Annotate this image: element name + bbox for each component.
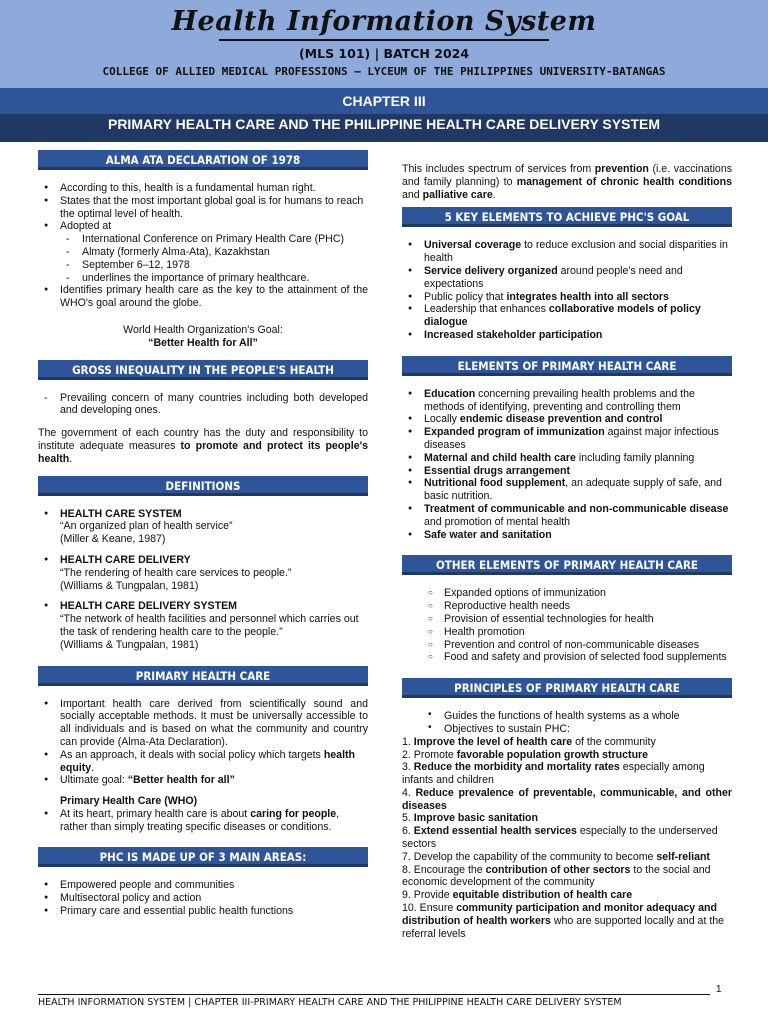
emphasis: health equity — [60, 748, 356, 774]
emphasis: Essential drugs arrangement — [424, 464, 571, 477]
emphasis: endemic disease prevention and control — [459, 413, 663, 426]
list-item — [402, 503, 732, 529]
definition-source: (Williams & Tungpalan, 1981) — [60, 579, 199, 592]
list-item: ● States that the most important global goal is for humans to reach the optimal level of health. — [38, 195, 368, 221]
list-item: ○ Expanded options of immunization — [422, 587, 732, 600]
emphasis: Expanded program of immunization — [424, 426, 605, 439]
course-batch: (MLS 101) | BATCH 2024 — [298, 46, 470, 61]
text-run: . — [492, 188, 496, 201]
definition-item — [38, 554, 368, 592]
section-heading-inequality: GROSS INEQUALITY IN THE PEOPLE'S HEALTH — [38, 360, 368, 380]
text-run: who are supported locally and at the referral levels — [402, 914, 725, 940]
text-run: 3. — [402, 761, 414, 774]
text-run: to the social and economic development of the community — [402, 863, 711, 889]
definition-source: (Williams & Tungpalan, 1981) — [60, 638, 199, 651]
emphasis: contribution of other sectors — [485, 863, 631, 876]
objective-9 — [402, 889, 732, 902]
alma-ata-list — [38, 182, 368, 310]
text-run: Locally — [424, 413, 460, 426]
list-item: ○ Prevention and control of non-communicable diseases — [422, 639, 732, 652]
emphasis: community participation and monitor adequacy and distribution of health workers — [402, 902, 717, 927]
list-item — [402, 426, 732, 452]
definition-term: ● HEALTH CARE SYSTEM — [60, 507, 182, 520]
chapter-bar — [0, 88, 768, 142]
emphasis: Improve basic sanitation — [413, 812, 538, 825]
emphasis: to promote and protect its people's health — [38, 439, 368, 465]
emphasis: Education — [424, 387, 476, 400]
emphasis: favorable population growth structure — [456, 748, 649, 761]
list-item: ● Multisectoral policy and action — [38, 892, 368, 905]
emphasis: Improve the level of health care — [413, 735, 573, 748]
text-run: against major infectious diseases — [424, 426, 719, 451]
objective-8 — [402, 864, 732, 890]
text-run: 7. Develop the capability of the community to become — [402, 850, 657, 863]
text-run: 1. — [402, 735, 414, 748]
text-run: , an adequate supply of safe, and basic nutrition. — [424, 477, 722, 503]
text-run: of the community — [572, 735, 656, 748]
emphasis: Extend essential health services — [413, 825, 577, 838]
list-item — [402, 303, 732, 329]
text-run: The government of each country has the duty and responsibility to institute adequate measures — [38, 427, 368, 452]
left-column — [38, 150, 368, 926]
page-number: 1 — [716, 984, 722, 995]
definition-term: ● HEALTH CARE DELIVERY SYSTEM — [60, 600, 237, 613]
list-item: ● Primary care and essential public health functions — [38, 905, 368, 918]
text-run: 8. Encourage the — [402, 863, 486, 876]
text-run: 4. — [402, 786, 416, 799]
text-run: especially among infants and children — [402, 761, 705, 787]
emphasis: palliative care — [422, 188, 493, 201]
definitions-list — [38, 508, 368, 546]
main-areas-list — [38, 879, 368, 917]
emphasis: Maternal and child health care — [424, 451, 576, 464]
text-run: (i.e. vaccinations and family planning) to — [402, 163, 733, 188]
sub-item: - September 6–12, 1978 — [60, 259, 368, 272]
who-phc-label: Primary Health Care (WHO) — [60, 795, 198, 808]
emphasis: management of chronic health conditions — [516, 175, 732, 188]
emphasis: Increased stakeholder participation — [424, 328, 603, 341]
list-item: • Guides the functions of health systems as a whole — [422, 710, 732, 723]
text-run: 9. Provide — [402, 889, 453, 902]
objective-1 — [402, 736, 732, 749]
definitions-list — [38, 600, 368, 651]
emphasis: Reduce the morbidity and mortality rates — [413, 761, 620, 774]
list-item: ○ Food and safety and provision of selected food supplements — [422, 651, 732, 664]
definition-item — [38, 508, 368, 546]
emphasis: Safe water and sanitation — [424, 528, 552, 541]
list-item: ● Empowered people and communities — [38, 879, 368, 892]
emphasis: prevention — [594, 163, 649, 175]
emphasis: caring for people — [250, 807, 337, 820]
emphasis: self-reliant — [656, 850, 710, 863]
definition-quote: “An organized plan of health service” — [60, 520, 233, 533]
text-run: , rather than simply treating specific diseases or conditions. — [60, 807, 340, 833]
who-goal-label: World Health Organization's Goal: — [123, 323, 283, 336]
text-run: At its heart, primary health care is about — [60, 807, 251, 820]
chapter-title: PRIMARY HEALTH CARE AND THE PHILIPPINE HEALTH CARE DELIVERY SYSTEM — [107, 116, 660, 132]
section-heading-principles: PRINCIPLES OF PRIMARY HEALTH CARE — [402, 678, 732, 698]
sub-item: - Almaty (formerly Alma-Ata), Kazakhstan — [60, 246, 368, 259]
text-run: concerning prevailing health problems and the methods of identifying, preventing and controlling them — [424, 387, 695, 413]
list-item: ○ Health promotion — [422, 626, 732, 639]
text-run: 6. — [402, 825, 414, 838]
document-title: Health Information System — [171, 6, 597, 37]
intro-paragraph — [402, 163, 732, 201]
text-run: and — [402, 188, 423, 201]
list-item — [402, 413, 732, 426]
list-item — [38, 774, 368, 787]
section-heading-key-elements: 5 KEY ELEMENTS TO ACHIEVE PHC'S GOAL — [402, 207, 732, 227]
list-item — [402, 452, 732, 465]
objective-3 — [402, 761, 732, 787]
list-item: ○ Reproductive health needs — [422, 600, 732, 613]
emphasis: Universal coverage — [424, 239, 522, 252]
title-underline — [219, 39, 549, 41]
list-item — [402, 529, 732, 542]
text-run: This includes spectrum of services from — [402, 163, 595, 175]
definition-quote: “The rendering of health care services to people.” — [60, 566, 292, 579]
section-heading-definitions: DEFINITIONS — [38, 476, 368, 496]
definitions-list — [38, 554, 368, 592]
list-item — [38, 808, 368, 834]
emphasis: Reduce prevalence of preventable, communicable, and other diseases — [402, 786, 733, 812]
definition-item — [38, 600, 368, 651]
emphasis: equitable distribution of health care — [452, 889, 633, 902]
text-run: 2. Promote — [402, 748, 457, 761]
emphasis: Treatment of communicable and non-communicable disease — [424, 502, 729, 515]
chapter-number: CHAPTER III — [0, 88, 768, 114]
objective-2 — [402, 749, 732, 762]
sub-item: - Prevailing concern of many countries including both developed and developing ones. — [38, 392, 368, 418]
text-run: Public policy that — [424, 290, 507, 303]
text-run: 5. — [402, 812, 414, 825]
text-run: Ultimate goal: — [60, 774, 128, 787]
section-heading-main-areas: PHC IS MADE UP OF 3 MAIN AREAS: — [38, 847, 368, 867]
list-item: ● According to this, health is a fundamental human right. — [38, 182, 368, 195]
emphasis: collaborative models of policy dialogue — [424, 303, 701, 329]
inequality-paragraph — [38, 427, 368, 465]
other-elements-list — [402, 587, 732, 664]
sub-item: - International Conference on Primary Health Care (PHC) — [60, 233, 368, 246]
list-item — [38, 749, 368, 775]
list-item: • Objectives to sustain PHC: — [422, 723, 732, 736]
list-item — [402, 329, 732, 342]
emphasis: integrates health into all sectors — [506, 290, 669, 303]
section-heading-other-elements: OTHER ELEMENTS OF PRIMARY HEALTH CARE — [402, 555, 732, 575]
phc-list — [38, 698, 368, 788]
elements-list — [402, 388, 732, 542]
definition-term: ● HEALTH CARE DELIVERY — [60, 553, 191, 566]
text-run: and promotion of mental health — [424, 515, 571, 528]
definition-quote: “The network of health facilities and personnel which carries out the task of rendering health care to the people.” — [60, 613, 359, 638]
objective-4 — [402, 787, 732, 813]
right-column — [402, 163, 732, 940]
list-item: ● Important health care derived from scientifically sound and socially acceptable methods. It must be universally accessible to all individuals and is based on what the community and country can provide (Alma-Ata Declaration). — [38, 698, 368, 749]
section-heading-alma-ata: ALMA ATA DECLARATION OF 1978 — [38, 150, 368, 170]
text-run: As an approach, it deals with social policy which targets — [60, 748, 324, 761]
text-run: . — [91, 761, 95, 774]
adoption-sublist — [60, 233, 368, 284]
objective-5 — [402, 812, 732, 825]
text-run: especially to the underserved sectors — [402, 825, 718, 851]
list-item — [38, 220, 368, 284]
list-item — [402, 388, 732, 414]
sub-item: - underlines the importance of primary healthcare. — [60, 272, 368, 285]
list-item — [402, 291, 732, 304]
emphasis: “Better health for all” — [127, 774, 235, 787]
text-run: Leadership that enhances — [424, 303, 549, 316]
list-item — [402, 239, 732, 265]
inequality-list — [38, 392, 368, 418]
phc-who-list — [38, 808, 368, 834]
emphasis: Nutritional food supplement — [424, 477, 566, 490]
section-heading-primary-health-care: PRIMARY HEALTH CARE — [38, 666, 368, 686]
list-item — [402, 477, 732, 503]
list-item — [402, 265, 732, 291]
principles-list — [402, 710, 732, 736]
text-run: 10. Ensure — [402, 902, 457, 915]
text-run: around people's need and expectations — [424, 264, 683, 290]
objective-7 — [402, 851, 732, 864]
text-run: to reduce exclusion and social disparities in health — [424, 239, 728, 265]
objective-6 — [402, 825, 732, 851]
text-run: . — [69, 452, 73, 465]
list-item: ○ Provision of essential technologies for health — [422, 613, 732, 626]
college-name: COLLEGE OF ALLIED MEDICAL PROFESSIONS – LYCEUM OF THE PHILIPPINES UNIVERSITY-BATANGAS — [102, 65, 666, 78]
top-banner — [0, 0, 768, 88]
section-heading-elements: ELEMENTS OF PRIMARY HEALTH CARE — [402, 356, 732, 376]
list-item — [402, 465, 732, 478]
page-footer: HEALTH INFORMATION SYSTEM | CHAPTER III-PRIMARY HEALTH CARE AND THE PHILIPPINE HEALTH CARE DELIVERY SYSTEM — [38, 994, 710, 1008]
who-goal: “Better Health for All” — [148, 336, 258, 349]
text-run: including family planning — [575, 451, 695, 464]
definition-source: (Miller & Keane, 1987) — [60, 533, 166, 546]
objective-10 — [402, 902, 732, 940]
list-item-label: Adopted at — [60, 220, 112, 233]
emphasis: Service delivery organized — [424, 264, 558, 277]
key-elements-list — [402, 239, 732, 341]
list-item: ● Identifies primary health care as the key to the attainment of the WHO's goal around the globe. — [38, 284, 368, 310]
